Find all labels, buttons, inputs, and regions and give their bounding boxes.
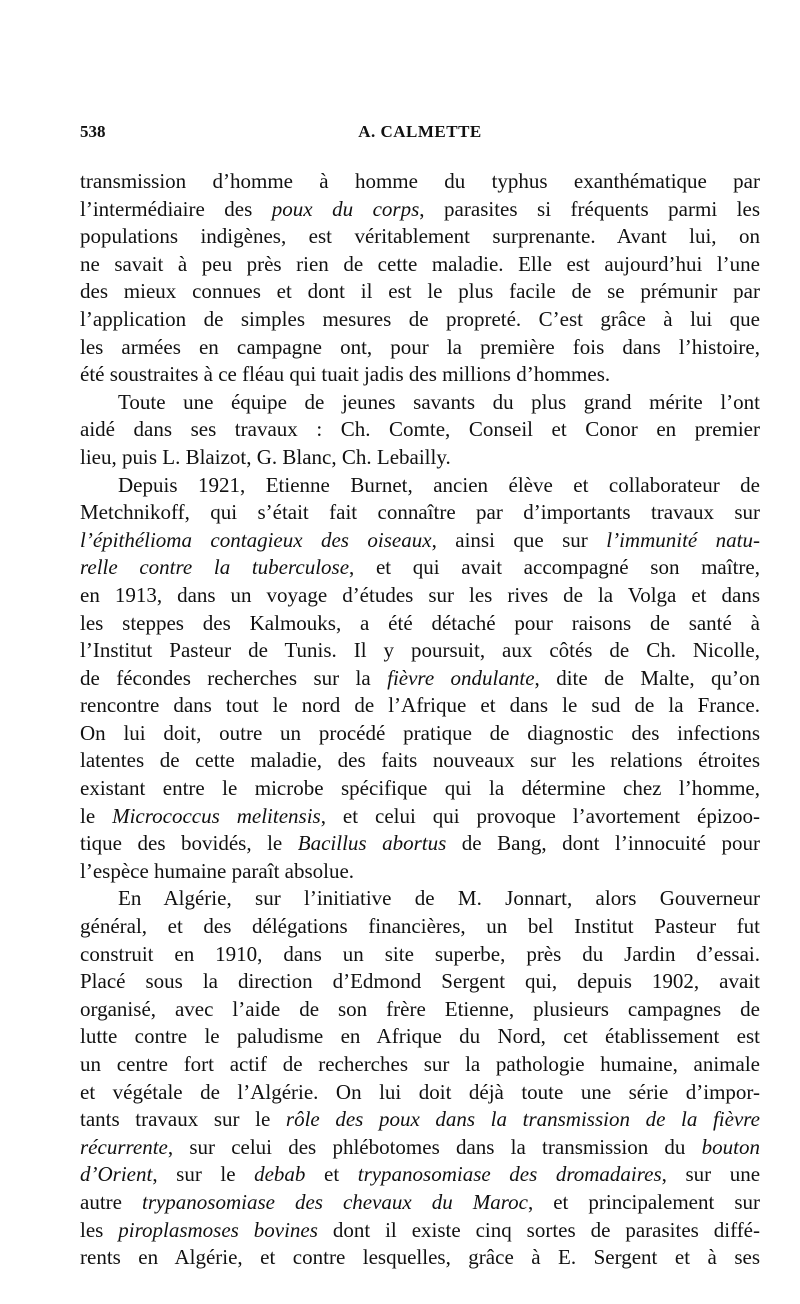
text-line: [80, 554, 760, 582]
text-run: aidé dans ses travaux : Ch. Comte, Conseil et Conor en premier: [80, 417, 760, 442]
text-run: , parasites si fréquents parmi les: [419, 196, 761, 221]
text-line: [80, 278, 760, 306]
text-run: On lui doit, outre un procédé pratique de diagnostic des infections: [80, 720, 760, 745]
text-run: lieu, puis L. Blaizot, G. Blanc, Ch. Lebailly.: [80, 444, 451, 469]
text-line: [80, 1161, 760, 1189]
page-number: 538: [80, 122, 106, 141]
text-run: et: [305, 1162, 358, 1187]
running-title: A. CALMETTE: [358, 122, 482, 141]
italic-text: d’Orient: [80, 1162, 153, 1187]
text-line: [80, 582, 760, 610]
text-run: et végétale de l’Algérie. On lui doit déjà toute une série d’impor-: [80, 1079, 760, 1104]
text-run: les steppes des Kalmouks, a été détaché pour raisons de santé à: [80, 610, 760, 635]
text-line: [80, 803, 760, 831]
italic-text: piroplasmoses bovines: [118, 1217, 318, 1242]
text-line: [80, 830, 760, 858]
text-run: ne savait à peu près rien de cette maladie. Elle est aujourd’hui l’une: [80, 251, 760, 276]
italic-text: relle contre la tuberculose: [80, 555, 350, 580]
text-run: , dite de Malte, qu’on: [534, 665, 760, 690]
text-line: [80, 416, 760, 444]
text-run: général, et des délégations financières, un bel Institut Pasteur fut: [80, 914, 760, 939]
text-run: tique des bovidés, le: [80, 831, 298, 856]
italic-text: Bacillus abortus: [297, 831, 447, 856]
text-run: tants travaux sur le: [80, 1107, 286, 1132]
text-run: un centre fort actif de recherches sur la pathologie humaine, animale: [80, 1052, 760, 1076]
italic-text: debab: [254, 1162, 306, 1187]
text-line: [80, 334, 760, 362]
text-line: [80, 1134, 760, 1162]
body-text: [80, 168, 760, 1272]
text-run: des mieux connues et dont il est le plus facile de se prémunir par: [80, 279, 760, 304]
italic-text: récurrente: [80, 1134, 168, 1159]
text-run: construit en 1910, dans un site superbe, près du Jardin d’essai.: [80, 941, 760, 966]
text-line: [80, 1023, 760, 1051]
italic-text: trypanosomiase des chevaux du Maroc: [141, 1189, 528, 1214]
text-line: [80, 1106, 760, 1134]
text-line: [80, 720, 760, 748]
text-line: [80, 913, 760, 941]
text-line: [80, 885, 760, 913]
italic-text: rôle des poux dans la transmission de la fièvre: [285, 1107, 760, 1132]
text-run: autre: [80, 1189, 142, 1214]
text-run: En Algérie, sur l’initiative de M. Jonnart, alors Gouverneur: [118, 886, 760, 911]
text-run: été soustraites à ce fléau qui tuait jadis des millions d’hommes.: [80, 362, 611, 387]
italic-text: fièvre ondulante: [387, 665, 535, 690]
text-line: [80, 306, 760, 334]
text-run: de fécondes recherches sur la: [80, 665, 388, 690]
text-line: [80, 665, 760, 693]
text-run: de Bang, dont l’innocuité pour: [446, 831, 760, 856]
text-line: [80, 747, 760, 775]
text-line: [80, 1217, 760, 1245]
text-line: [80, 637, 760, 665]
text-line: [80, 472, 760, 500]
text-line: [80, 996, 760, 1024]
text-run: Metchnikoff, qui s’était fait connaître par d’importants travaux sur: [80, 500, 760, 525]
text-run: les armées en campagne ont, pour la première fois dans l’histoire,: [80, 334, 760, 359]
text-line: [80, 1051, 760, 1079]
text-line: [80, 1244, 760, 1272]
text-run: , et qui avait accompagné son maître,: [349, 555, 760, 580]
text-run: , ainsi que sur: [431, 527, 607, 552]
italic-text: l’épithélioma contagieux des oiseaux: [80, 527, 432, 552]
text-line: [80, 968, 760, 996]
text-run: dont il existe cinq sortes de parasites diffé-: [317, 1217, 760, 1242]
text-run: le: [80, 803, 113, 828]
text-run: l’Institut Pasteur de Tunis. Il y poursuit, aux côtés de Ch. Nicolle,: [80, 638, 760, 663]
text-run: latentes de cette maladie, des faits nouveaux sur les relations étroites: [80, 748, 760, 773]
text-run: en 1913, dans un voyage d’études sur les rives de la Volga et dans: [80, 582, 760, 607]
text-line: [80, 444, 760, 472]
text-line: [80, 858, 760, 886]
text-line: [80, 196, 760, 224]
text-run: Toute une équipe de jeunes savants du plus grand mérite l’ont: [118, 389, 760, 414]
text-line: [80, 775, 760, 803]
italic-text: l’immunité natu-: [606, 527, 761, 552]
italic-text: trypanosomiase des dromadaires: [357, 1162, 662, 1187]
text-run: , sur celui des phlébotomes dans la transmission du: [167, 1134, 702, 1159]
text-line: [80, 223, 760, 251]
text-run: populations indigènes, est véritablement surprenante. Avant lui, on: [80, 224, 760, 249]
text-line: [80, 610, 760, 638]
text-run: l’espèce humaine paraît absolue.: [80, 858, 355, 883]
text-run: rencontre dans tout le nord de l’Afrique et dans le sud de la France.: [80, 693, 760, 718]
text-run: rents en Algérie, et contre lesquelles, grâce à E. Sergent et à ses: [80, 1245, 760, 1270]
italic-text: poux du corps: [271, 196, 420, 221]
running-head: [80, 122, 760, 146]
text-run: , et celui qui provoque l’avortement épizoo-: [320, 803, 760, 828]
text-run: existant entre le microbe spécifique qui la détermine chez l’homme,: [80, 776, 760, 801]
text-run: Depuis 1921, Etienne Burnet, ancien élève et collaborateur de: [118, 472, 760, 497]
text-run: lutte contre le paludisme en Afrique du Nord, cet établissement est: [80, 1024, 760, 1049]
text-line: [80, 389, 760, 417]
text-line: [80, 527, 760, 555]
text-run: , sur le: [152, 1162, 255, 1187]
text-run: , sur une: [661, 1162, 761, 1187]
text-run: Placé sous la direction d’Edmond Sergent qui, depuis 1902, avait: [80, 969, 760, 994]
text-line: [80, 499, 760, 527]
text-run: , et principalement sur: [527, 1189, 760, 1214]
text-run: organisé, avec l’aide de son frère Etienne, plusieurs campagnes de: [80, 996, 760, 1021]
text-line: [80, 941, 760, 969]
text-run: transmission d’homme à homme du typhus exanthématique par: [80, 169, 760, 193]
text-line: [80, 692, 760, 720]
text-line: [80, 168, 760, 196]
text-run: l’application de simples mesures de propreté. C’est grâce à lui que: [80, 306, 760, 331]
text-line: [80, 361, 760, 389]
text-line: [80, 251, 760, 279]
italic-text: bouton: [701, 1134, 760, 1159]
text-run: l’intermédiaire des: [80, 196, 272, 221]
text-run: les: [80, 1217, 119, 1242]
text-line: [80, 1079, 760, 1107]
text-line: [80, 1189, 760, 1217]
italic-text: Micrococcus melitensis: [112, 803, 321, 828]
